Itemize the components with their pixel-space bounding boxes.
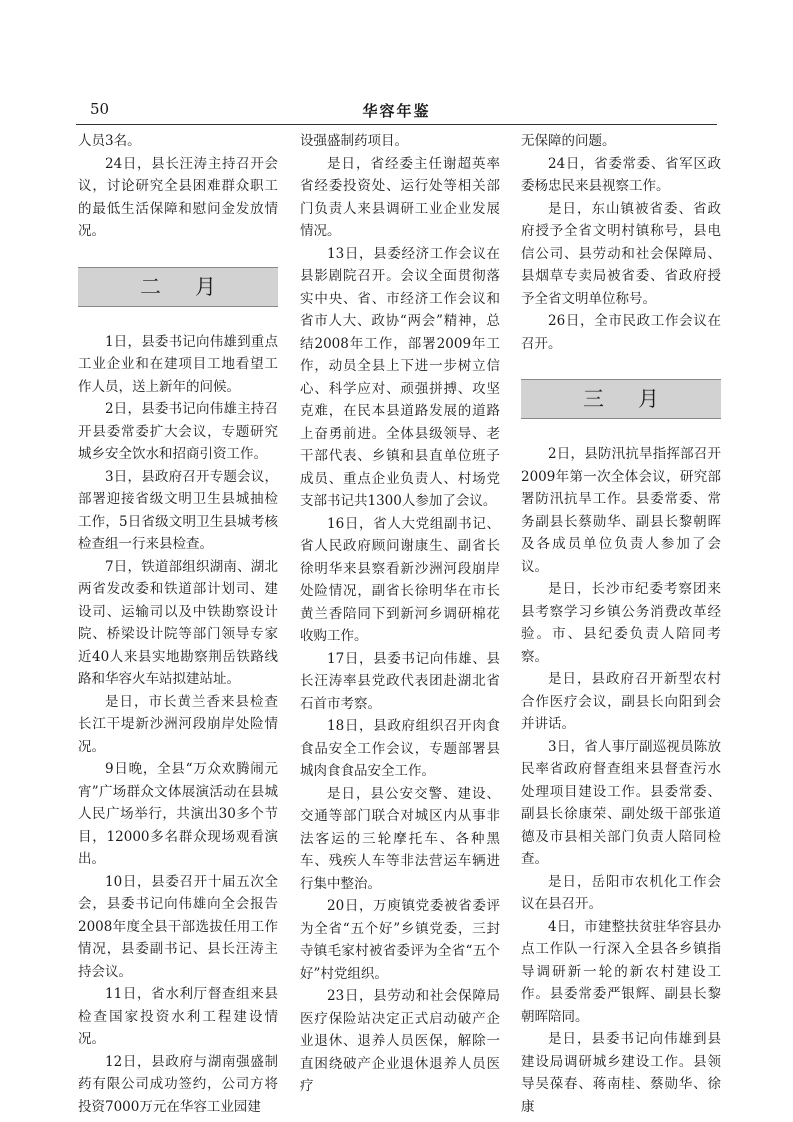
- page-number: 50: [90, 100, 110, 118]
- col3-after: [521, 443, 721, 1118]
- column-right: [521, 130, 721, 1118]
- paragraph: 23日，县劳动和社会保障局医疗保险站决定正式启动破产企业退休、退养人员医保，解除一直困绕破产企业退休退养人员医疗: [300, 988, 500, 1094]
- paragraph: 9日晚，全县“万众欢腾闹元宵”广场群众文体展演活动在县城人民广场举行，共演出30多个节目，12000多名群众现场观看演出。: [78, 761, 278, 867]
- paragraph: 12日，县政府与湖南强盛制药有限公司成功签约，公司方将投资7000万元在华容工业园建: [78, 1053, 278, 1115]
- paragraph: 是日，省经委主任谢超英率省经委投资处、运行处等相关部门负责人来县调研工业企业发展情况。: [300, 155, 500, 239]
- paragraph: 3日，省人事厅副巡视员陈放民率省政府督查组来县督查污水处理项目建设工作。县委常委、副县长徐康荣、副处级干部张道德及市县相关部门负责人陪同检查。: [521, 738, 721, 867]
- paragraph: 18日，县政府组织召开肉食食品安全工作会议，专题部署县城肉食食品安全工作。: [300, 718, 500, 779]
- month-label: 二月: [140, 274, 250, 299]
- paragraph: 24日，县长汪涛主持召开会议，讨论研究全县困难群众职工的最低生活保障和慰问金发放情况。: [78, 155, 278, 239]
- header-rule: [76, 124, 717, 125]
- month-label: 三月: [583, 387, 693, 411]
- page-header: [76, 100, 717, 122]
- paragraph: 17日，县委书记向伟雄、县长汪涛率县党政代表团赴湖北省石首市考察。: [300, 650, 500, 712]
- paragraph: 4日，市建整扶贫驻华容县办点工作队一行深入全县各乡镇指导调研新一轮的新农村建设工作。县委常委严银辉、副县长黎朝晖陪同。: [521, 918, 721, 1025]
- paragraph: 设强盛制药项目。: [300, 133, 408, 149]
- paragraph: 7日，铁道部组织湖南、湖北两省发改委和铁道部计划司、建设司、运输司以及中铁勘察设计院、桥梁设计院等部门领导专家近40人来县实地勘察荆岳铁路线路和华容火车站拟建站址。: [78, 558, 278, 687]
- paragraph: 2日，县防汛抗旱指挥部召开2009年第一次全体会议，研究部署防汛抗旱工作。县委常委、常务副县长蔡勋华、副县长黎朝晖及各成员单位负责人参加了会议。: [521, 446, 721, 575]
- col1-before: [78, 130, 278, 243]
- paragraph: 13日，县委经济工作会议在县影剧院召开。会议全面贯彻落实中央、省、市经济工作会议和省市人大、政协“两会”精神，总结2008年工作，部署2009年工作，动员全县上下进一步树立信心、科学应对、顽强拼搏、攻坚克难，在民本县道路发展的道路上奋勇前进。全体县级领导、老干部代表、乡镇和县直单位班子成员、重点企业负责人、村场党支部书记共1300人参加了会议。: [300, 245, 500, 509]
- paragraph: 1日，县委书记向伟雄到重点工业企业和在建项目工地看望工作人员，送上新年的问候。: [78, 333, 278, 395]
- paragraph: 是日，县政府召开新型农村合作医疗会议，副县长向阳到会并讲话。: [521, 671, 721, 732]
- paragraph: 2日，县委书记向伟雄主持召开县委常委扩大会议，专题研究城乡安全饮水和招商引资工作。: [78, 401, 278, 462]
- column-middle: [300, 130, 500, 1098]
- col2-body: [300, 130, 500, 1098]
- paragraph: 3日，县政府召开专题会议，部署迎接省级文明卫生县城抽检工作，5日省级文明卫生县城考核检查组一行来县检查。: [78, 468, 278, 552]
- paragraph: 26日，全市民政工作会议在召开。: [521, 313, 721, 352]
- paragraph: 11日，省水利厅督查组来县检查国家投资水利工程建设情况。: [78, 986, 278, 1047]
- paragraph: 10日，县委召开十届五次全会，县委书记向伟雄向全会报告2008年度全县干部选拔任用工作情况，县委副书记、县长汪涛主持会议。: [78, 873, 278, 980]
- paragraph: 是日，东山镇被省委、省政府授予全省文明村镇称号，县电信公司、县劳动和社会保障局、县烟草专卖局被省委、省政府授予全省文明单位称号。: [521, 200, 721, 307]
- paragraph: 是日，岳阳市农机化工作会议在县召开。: [521, 873, 721, 912]
- paragraph: 是日，长沙市纪委考察团来县考察学习乡镇公务消费改革经验。市、县纪委负责人陪同考察。: [521, 581, 721, 665]
- paragraph: 是日，县公安交警、建设、交通等部门联合对城区内从事非法客运的三轮摩托车、各种黑车、残疾人车等非法营运车辆进行集中整治。: [300, 785, 500, 892]
- paragraph: 无保障的问题。: [521, 133, 616, 149]
- paragraph: 20日，万庾镇党委被省委评为全省“五个好”乡镇党委，三封寺镇毛家村被省委评为全省“五个好”村党组织。: [300, 898, 500, 982]
- paragraph: 人员3名。: [78, 133, 141, 149]
- paragraph: 是日，县委书记向伟雄到县建设局调研城乡建设工作。县领导吴葆春、蒋南桂、蔡勋华、徐康: [521, 1031, 721, 1115]
- paragraph: 16日，省人大党组副书记、省人民政府顾问谢康生、副省长徐明华来县察看新沙洲河段崩岸处险情况，副省长徐明华在市长黄兰香陪同下到新河乡调研棉花收购工作。: [300, 515, 500, 644]
- paragraph: 24日，省委常委、省军区政委杨忠民来县视察工作。: [521, 155, 721, 194]
- book-title: 华容年鉴: [362, 102, 431, 120]
- column-left: [78, 130, 278, 1118]
- month-heading-march: [521, 379, 721, 419]
- col1-after: [78, 331, 278, 1119]
- paragraph: 是日，市长黄兰香来县检查长江干堤新沙洲河段崩岸处险情况。: [78, 693, 278, 755]
- col3-before: [521, 130, 721, 355]
- month-heading-february: [78, 267, 278, 307]
